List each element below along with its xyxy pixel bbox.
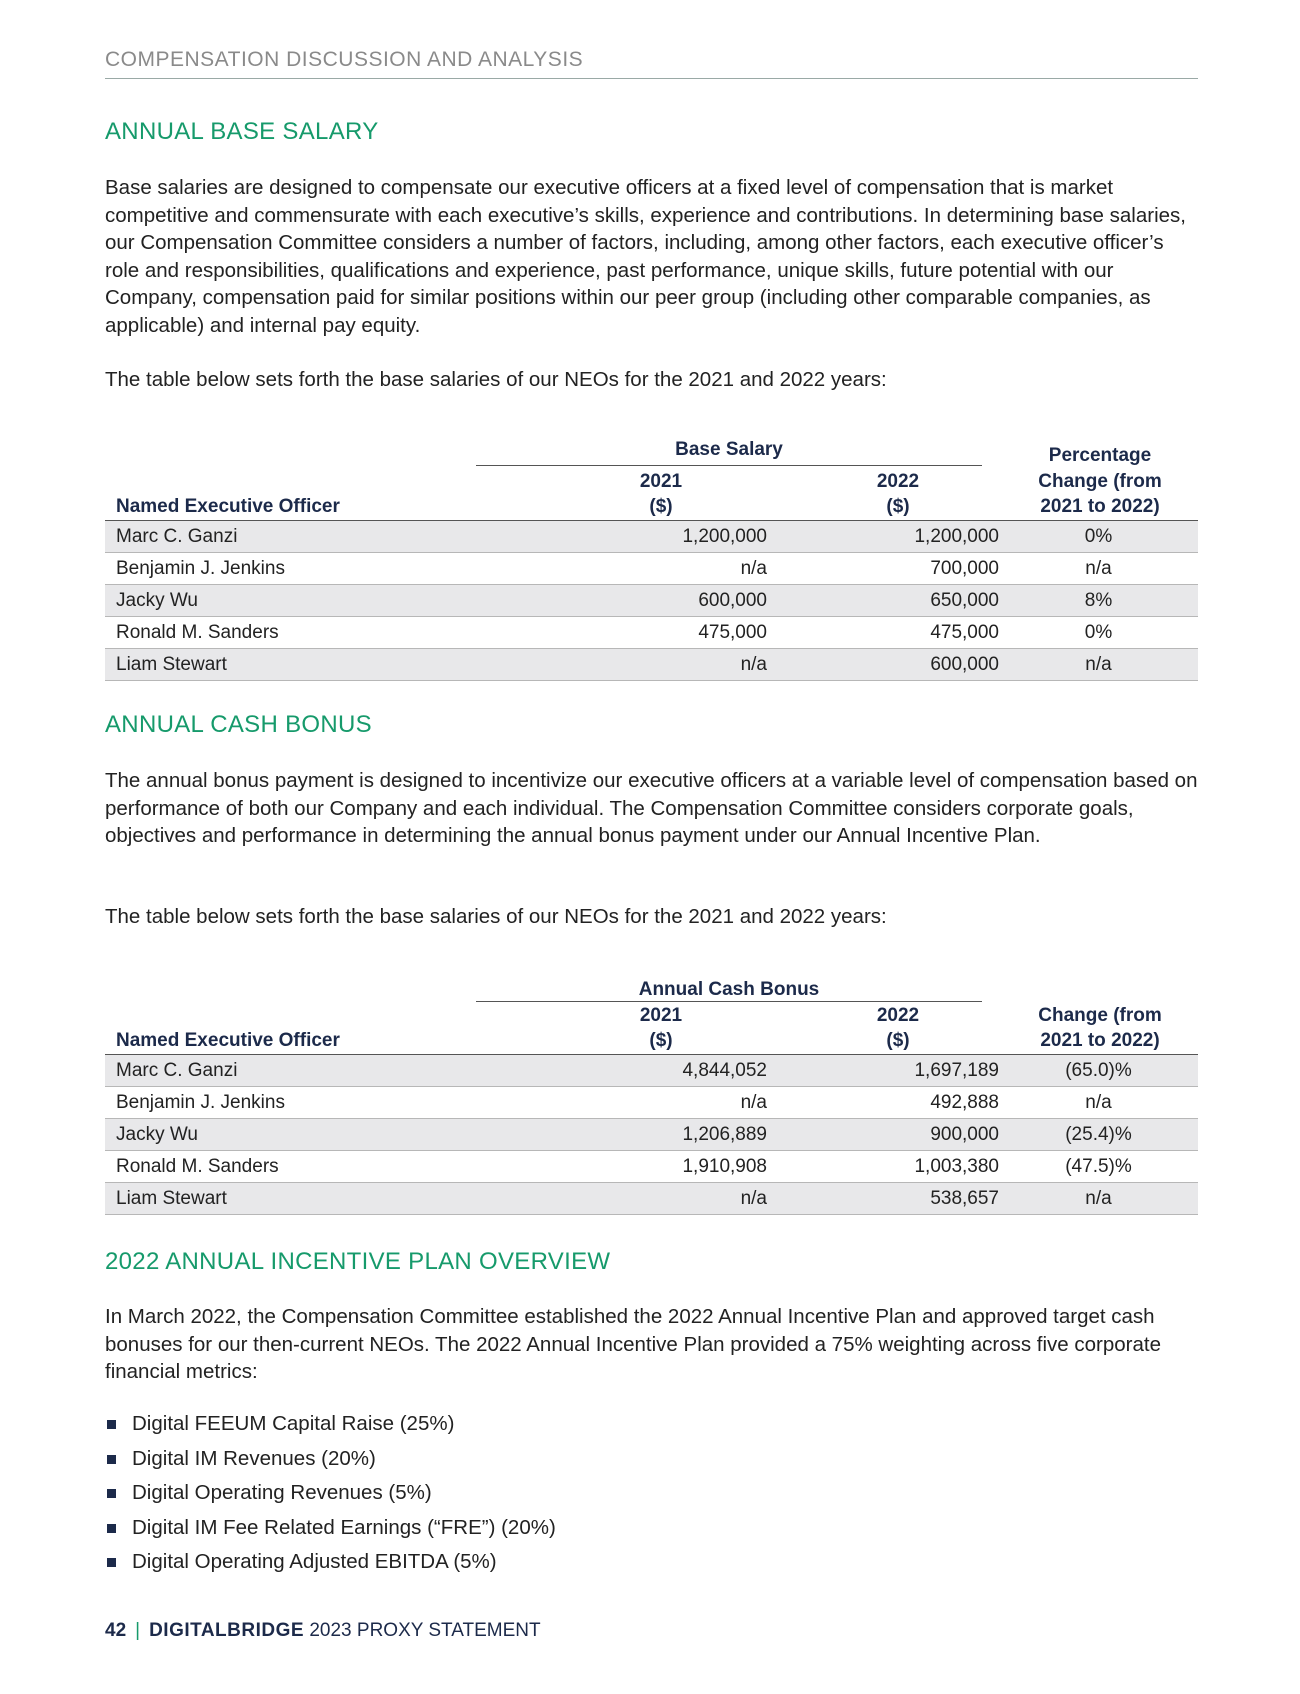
salary-2022: 1,200,000 (767, 521, 999, 553)
group-header-base-salary: Base Salary (675, 439, 783, 460)
document-title: 2023 PROXY STATEMENT (309, 1620, 541, 1641)
salary-2022: 650,000 (767, 585, 999, 617)
col-header-2021-unit: ($) (649, 1030, 673, 1051)
col-header-2022-year: 2022 (876, 471, 920, 492)
footer-separator: | (135, 1620, 141, 1641)
base-salary-intro: The table below sets forth the base salaries of our NEOs for the 2021 and 2022 years: (105, 368, 887, 391)
group-header-annual-cash-bonus: Annual Cash Bonus (638, 979, 820, 1000)
table-row (105, 1055, 1198, 1087)
group-header-rule (476, 465, 982, 466)
col-header-named-executive-officer: Named Executive Officer (116, 1030, 340, 1051)
bonus-2021: n/a (455, 1087, 767, 1119)
col-header-2021-year: 2021 (639, 471, 683, 492)
cash-bonus-intro: The table below sets forth the base salaries of our NEOs for the 2021 and 2022 years: (105, 905, 887, 928)
col-header-2021-unit: ($) (649, 496, 673, 517)
bonus-2021: n/a (455, 1183, 767, 1215)
table-row (105, 1183, 1198, 1215)
table-row (105, 521, 1198, 553)
col-header-2021-year: 2021 (639, 1005, 683, 1026)
officer-name: Liam Stewart (105, 1183, 455, 1215)
officer-name: Ronald M. Sanders (105, 617, 455, 649)
salary-2021: n/a (455, 649, 767, 681)
bonus-change: (65.0)% (999, 1055, 1198, 1087)
salary-change: 0% (999, 617, 1198, 649)
officer-name: Ronald M. Sanders (105, 1151, 455, 1183)
brand-name: DIGITALBRIDGE (149, 1620, 305, 1641)
section-title-cash-bonus: ANNUAL CASH BONUS (105, 711, 372, 738)
bonus-2021: 4,844,052 (455, 1055, 767, 1087)
salary-change: 8% (999, 585, 1198, 617)
salary-change: n/a (999, 649, 1198, 681)
col-header-change-line3: 2021 to 2022) (1040, 496, 1160, 517)
bonus-change: (25.4)% (999, 1119, 1198, 1151)
salary-change: n/a (999, 553, 1198, 585)
officer-name: Benjamin J. Jenkins (105, 553, 455, 585)
incentive-plan-paragraph: In March 2022, the Compensation Committee established the 2022 Annual Incentive Plan and approved target cash bonuses for our then-current NEOs. The 2022 Annual Incentive Plan provided a 75% weighting across five corporate financial metrics: (105, 1305, 1161, 1383)
table-row (105, 617, 1198, 649)
bonus-2021: 1,910,908 (455, 1151, 767, 1183)
table-row (105, 1087, 1198, 1119)
base-salary-table (105, 521, 1198, 681)
col-header-change-line2: 2021 to 2022) (1040, 1030, 1160, 1051)
col-header-2022-year: 2022 (876, 1005, 920, 1026)
col-header-named-executive-officer: Named Executive Officer (116, 496, 340, 517)
salary-2022: 475,000 (767, 617, 999, 649)
group-header-rule (476, 1001, 982, 1002)
cash-bonus-paragraph: The annual bonus payment is designed to incentivize our executive officers at a variable level of compensation based on performance of both our Company and each individual. The Compensation Committee considers corporate goals, objectives and performance in determining the annual bonus payment under our Annual Incentive Plan. (105, 769, 1198, 847)
bonus-change: n/a (999, 1087, 1198, 1119)
list-item: Digital Operating Adjusted EBITDA (5%) (105, 1545, 556, 1580)
bonus-2022: 1,697,189 (767, 1055, 999, 1087)
salary-change: 0% (999, 521, 1198, 553)
base-salary-paragraph: Base salaries are designed to compensate our executive officers at a fixed level of compensation that is market competitive and commensurate with each executive’s skills, experience and contributions. In determining base salaries, our Compensation Committee considers a number of factors, including, among other factors, each executive officer’s role and responsibilities, qualifications and experience, past performance, unique skills, future potential with our Company, compensation paid for similar positions within our peer group (including other comparable companies, as applicable) and internal pay equity. (105, 176, 1186, 337)
table-row (105, 649, 1198, 681)
page-footer (105, 1620, 541, 1642)
table-row (105, 1119, 1198, 1151)
officer-name: Liam Stewart (105, 649, 455, 681)
bonus-2022: 492,888 (767, 1087, 999, 1119)
officer-name: Marc C. Ganzi (105, 1055, 455, 1087)
section-title-base-salary: ANNUAL BASE SALARY (105, 118, 379, 145)
col-header-change-line1: Percentage (1048, 445, 1152, 466)
salary-2022: 700,000 (767, 553, 999, 585)
bonus-change: (47.5)% (999, 1151, 1198, 1183)
bonus-change: n/a (999, 1183, 1198, 1215)
col-header-change-line2: Change (from (1038, 471, 1162, 492)
bonus-2022: 1,003,380 (767, 1151, 999, 1183)
list-item: Digital IM Fee Related Earnings (“FRE”) (20%) (105, 1511, 556, 1546)
incentive-metrics-list (105, 1407, 556, 1580)
officer-name: Marc C. Ganzi (105, 521, 455, 553)
running-header: COMPENSATION DISCUSSION AND ANALYSIS (105, 48, 1198, 79)
cash-bonus-table (105, 1055, 1198, 1215)
salary-2021: 1,200,000 (455, 521, 767, 553)
salary-2021: 600,000 (455, 585, 767, 617)
bonus-2022: 538,657 (767, 1183, 999, 1215)
bonus-2021: 1,206,889 (455, 1119, 767, 1151)
bonus-2022: 900,000 (767, 1119, 999, 1151)
salary-2021: 475,000 (455, 617, 767, 649)
section-title-incentive-plan: 2022 ANNUAL INCENTIVE PLAN OVERVIEW (105, 1248, 611, 1275)
salary-2021: n/a (455, 553, 767, 585)
table-row (105, 1151, 1198, 1183)
page-number: 42 (105, 1620, 127, 1641)
col-header-2022-unit: ($) (886, 1030, 910, 1051)
col-header-2022-unit: ($) (886, 496, 910, 517)
col-header-change-line1: Change (from (1038, 1005, 1162, 1026)
salary-2022: 600,000 (767, 649, 999, 681)
list-item: Digital Operating Revenues (5%) (105, 1476, 556, 1511)
list-item: Digital IM Revenues (20%) (105, 1442, 556, 1477)
officer-name: Benjamin J. Jenkins (105, 1087, 455, 1119)
table-row (105, 585, 1198, 617)
table-row (105, 553, 1198, 585)
officer-name: Jacky Wu (105, 585, 455, 617)
list-item: Digital FEEUM Capital Raise (25%) (105, 1407, 556, 1442)
officer-name: Jacky Wu (105, 1119, 455, 1151)
